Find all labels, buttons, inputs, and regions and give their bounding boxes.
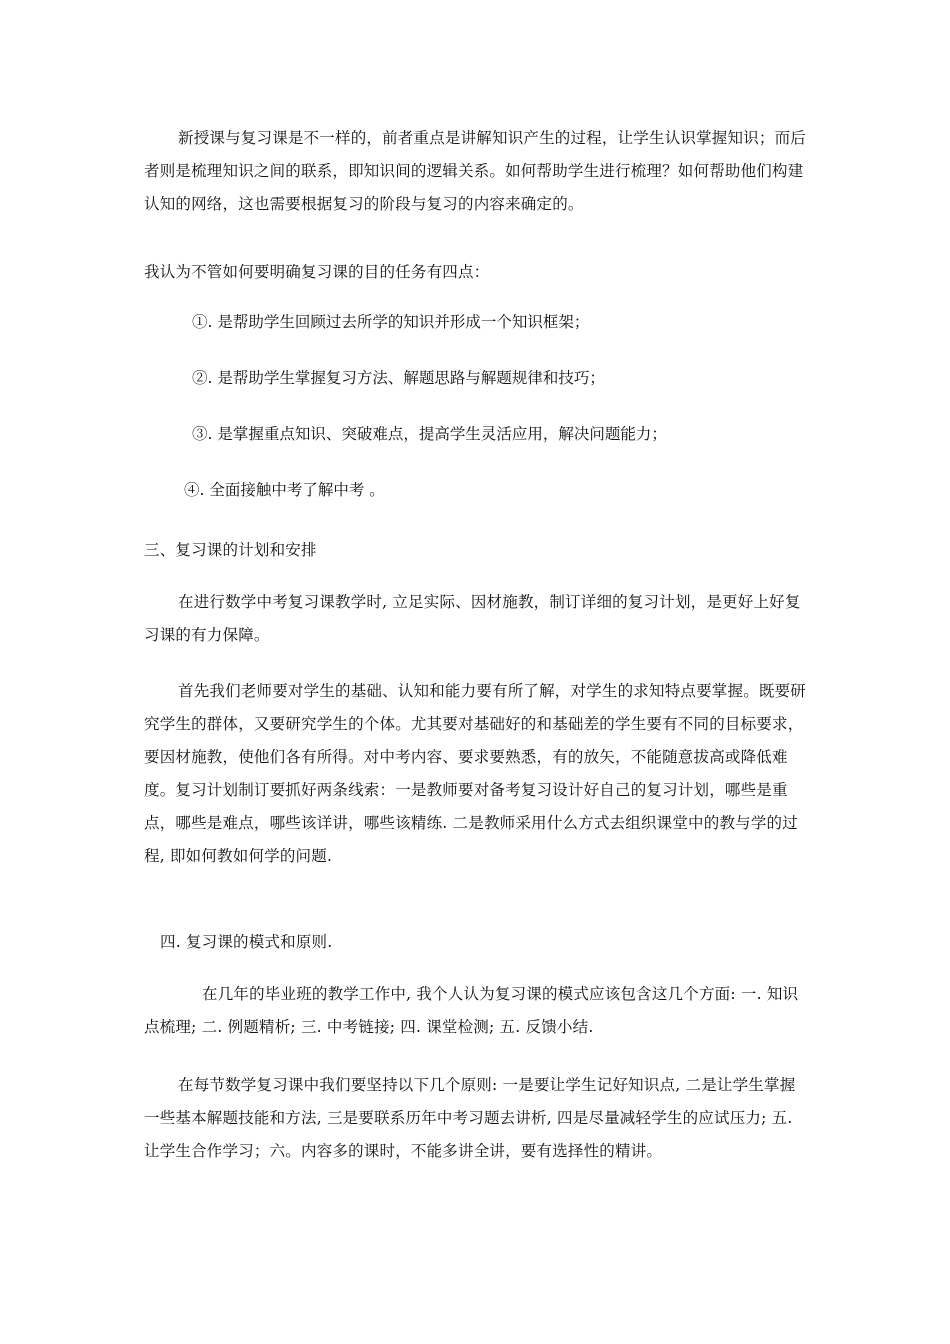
intro-paragraph: 新授课与复习课是不一样的，前者重点是讲解知识产生的过程，让学生认识掌握知识；而后者则是梳理知识之间的联系，即知识间的逻辑关系。如何帮助学生进行梳理？如何帮助他们构建认知的网络，这也需要根据复习的阶段与复习的内容来确定的。: [144, 129, 807, 213]
tasks-intro-line: 我认为不管如何要明确复习课的目的任务有四点：: [144, 263, 490, 281]
plan-paragraph: 在进行数学中考复习课教学时, 立足实际、因材施教，制订详细的复习计划，是更好上好复习课的有力保障。: [144, 593, 801, 644]
section-heading-4: 四. 复习课的模式和原则.: [160, 933, 333, 951]
principles-paragraph: 在每节数学复习课中我们要坚持以下几个原则: 一是要让学生记好知识点, 二是让学生掌握一些基本解题技能和方法, 三是要联系历年中考习题去讲析, 四是尽量减轻学生的应试压力; 五. 让学生合作学习；六。内容多的课时，不能多讲全讲，要有选择性的精讲。: [144, 1076, 796, 1160]
section-heading-3: 三、复习课的计划和安排: [144, 541, 317, 559]
task-item-3: ③. 是掌握重点知识、突破难点，提高学生灵活应用，解决问题能力；: [192, 425, 667, 443]
students-paragraph: 首先我们老师要对学生的基础、认知和能力要有所了解，对学生的求知特点要掌握。既要研究学生的群体，又要研究学生的个体。尤其要对基础好的和基础差的学生要有不同的目标要求，要因材施教，使他们各有所得。对中考内容、要求要熟悉，有的放矢，不能随意拔高或降低难度。复习计划制订要抓好两条线索：一是教师要对备考复习设计好自己的复习计划，哪些是重点，哪些是难点，哪些该详讲，哪些该精练. 二是教师采用什么方式去组织课堂中的教与学的过程, 即如何教如何学的问题.: [144, 682, 807, 865]
task-item-4: ④. 全面接触中考了解中考 。: [184, 481, 385, 499]
task-item-1: ①. 是帮助学生回顾过去所学的知识并形成一个知识框架；: [192, 313, 590, 331]
mode-paragraph: 在几年的毕业班的教学工作中, 我个人认为复习课的模式应该包含这几个方面: 一. 知识点梳理; 二. 例题精析; 三. 中考链接; 四. 课堂检测; 五. 反馈小结.: [144, 985, 799, 1036]
task-item-2: ②. 是帮助学生掌握复习方法、解题思路与解题规律和技巧；: [192, 369, 605, 387]
